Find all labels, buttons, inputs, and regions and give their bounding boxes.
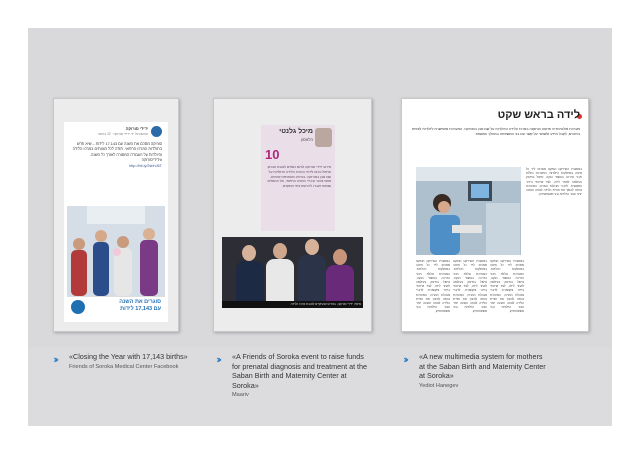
article-headline: מיכל גלנטי: [279, 128, 313, 135]
facebook-post: [64, 122, 168, 322]
article-column-3: במסגרת הפרויקט הותקנו מסכים ליד כל מיטה במחלקות היולדות. המערכת כוללת תכני הדרכה בנושאי הנקה, טיפול בתינוק והחלמה לאחר לידה, לצד שירותי בידור ותקשורת. לדברי מנהלת המרכז, המערכת נועדה להפוך את חוויית הלידה לנוחה ורגועה יותר עבור היולדות ובני משפחותיהן.: [490, 259, 524, 314]
caption-title: «A new multimedia system for mothers at the Saban Birth and Maternity Center at Soroka»: [419, 352, 546, 381]
caption-source: Maariv: [232, 392, 249, 399]
event-photo: [222, 237, 363, 305]
clipping-card-1[interactable]: [53, 98, 179, 332]
article-column-1: במסגרת הפרויקט הותקנו מסכים ליד כל מיטה במחלקות היולדות. המערכת כוללת תכני הדרכה בנושאי הנקה, טיפול בתינוק והחלמה לאחר לידה, לצד שירותי בידור ותקשורת. לדברי מנהלת המרכז, המערכת נועדה להפוך את חוויית הלידה לנוחה ורגועה יותר עבור היולדות ובני משפחותיהן.: [416, 259, 450, 314]
avatar: [151, 126, 162, 137]
chevron-right-icon: ››: [216, 353, 220, 366]
item-number: 10: [265, 147, 280, 162]
page-name: ידידי סורוקה: [125, 126, 148, 131]
clipping-card-2[interactable]: [213, 98, 372, 332]
post-text: סורוקה מסכם את השנה עם 17,143 לידות – שיא חדש בתולדות המרכז הרפואי. תודה לכל הצוותים במרכז הלידה והיולדות על העבודה המסורה לאורך כל השנה. #ידידיסורוקה http://bit.ly/2sbhJ6T: [72, 142, 162, 168]
post-banner: [67, 296, 165, 317]
chevron-right-icon: ››: [53, 353, 57, 366]
article-photo: [416, 167, 521, 255]
columnist-photo: [315, 128, 332, 147]
post-meta: פורסם על ידי ידידי סורוקה · 12 בינואר: [97, 132, 148, 136]
caption-source: Yediot Hanegev: [419, 382, 459, 389]
article-box: [261, 125, 335, 231]
clipping-card-3[interactable]: [401, 98, 589, 332]
post-header: [70, 126, 162, 140]
article-column-2: במסגרת הפרויקט הותקנו מסכים ליד כל מיטה במחלקות היולדות. המערכת כוללת תכני הדרכה בנושאי הנקה, טיפול בתינוק והחלמה לאחר לידה, לצד שירותי בידור ותקשורת. לדברי מנהלת המרכז, המערכת נועדה להפוך את חוויית הלידה לנוחה ורגועה יותר עבור היולדות ובני משפחותיהן.: [453, 259, 487, 314]
hospital-room-photo: [416, 167, 521, 255]
photo-caption: מימין: ידידי סורוקה, באירוע שהתקיים לטובת מרכז הלידה: [222, 301, 363, 308]
group-photo: [67, 206, 165, 296]
soroka-logo: [71, 300, 85, 314]
article-lead: מערכת מולטימדיה חדשה הותקנה במרכז הלידה והיולדות על שם סבן בסורוקה. המערכת מאפשרת ליולדות לצפות בתכנים, לקבל מידע ולשמור על קשר עם בני המשפחה במהלך האשפוז.: [411, 127, 580, 136]
caption-title: «A Friends of Soroka event to raise funds for prenatal diagnosis and treatment at the Saban Birth and Maternity Center at Soroka»: [232, 352, 368, 390]
caption-title: «Closing the Year with 17,143 births»: [69, 352, 188, 361]
chevron-right-icon: ››: [403, 353, 407, 366]
post-link: http://bit.ly/2sbhJ6T: [129, 163, 162, 168]
article-body: אירוע ידידי סורוקה לגיוס כספים לטובת אבחון וטיפול טרום לידתי במרכז הלידה והיולדות על שם סבן בסורוקה. באירוע השתתפו תורמים, אנשי ציבור ובכירי המרכז הרפואי, וכל הכספים שגויסו יועברו לרכישת ציוד מתקדם.: [267, 165, 331, 189]
article-headline: לידה בראש שקט: [497, 109, 580, 121]
caption-source: Friends of Soroka Medical Center Facebook: [69, 363, 179, 370]
article-column-right: במסגרת הפרויקט הותקנו מסכים ליד כל מיטה במחלקות היולדות. המערכת כוללת תכני הדרכה בנושאי הנקה, טיפול בתינוק והחלמה לאחר לידה, לצד שירותי בידור ותקשורת. לדברי מנהלת המרכז, המערכת נועדה להפוך את חוויית הלידה לנוחה ורגועה יותר עבור היולדות ובני משפחותיהן.: [526, 167, 582, 197]
post-photo: [67, 206, 165, 296]
banner-text: סוגרים את השנה עם 17,143 לידות: [119, 299, 161, 312]
newspaper-page: [402, 99, 588, 331]
article-subhead: הלאסון: [301, 137, 313, 142]
